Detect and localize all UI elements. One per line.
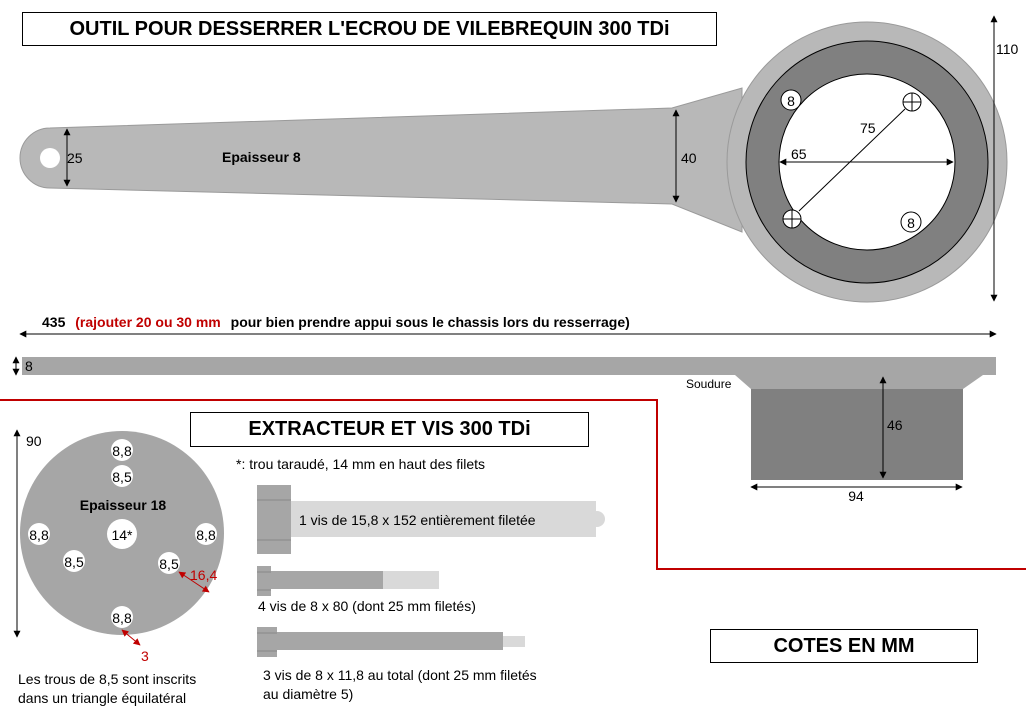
extractor-disc [20, 431, 224, 635]
screw-3-label-line2: au diamètre 5) [263, 686, 354, 702]
screw-3 [257, 627, 537, 702]
dim-handle: 40 [681, 150, 697, 166]
dim-block-height: 46 [887, 417, 903, 433]
length-note-rest: pour bien prendre appui sous le chassis lors du resserrage) [230, 314, 630, 330]
wrench-thickness-label: Epaisseur 8 [222, 149, 301, 165]
wrench-handle [20, 88, 742, 232]
disc-note-line1: Les trous de 8,5 sont inscrits [18, 671, 197, 687]
disc-hole-2-label: 8,5 [112, 469, 132, 485]
screw-3-head [257, 627, 277, 657]
disc-thickness-label: Epaisseur 18 [79, 497, 167, 513]
main-title: OUTIL POUR DESSERRER L'ECROU DE VILEBREQUIN 300 TDi [22, 12, 717, 46]
screw-3-shank [277, 632, 503, 650]
hole-top-left-label: 8 [787, 93, 795, 109]
disc-center-label: 14* [111, 527, 133, 543]
screw-1-head [257, 485, 291, 554]
screw-2-thread [383, 571, 439, 589]
screw-1-tip [589, 511, 605, 527]
screw-1 [257, 485, 605, 554]
tapped-hole-note: *: trou taraudé, 14 mm en haut des filets [236, 456, 486, 472]
units-box: COTES EN MM [710, 629, 978, 663]
screw-1-label: 1 vis de 15,8 x 152 entièrement filetée [299, 512, 536, 528]
crosshair-hole-bottom-left [783, 210, 801, 228]
dim-height: 110 [996, 41, 1019, 57]
screw-3-label-line1: 3 vis de 8 x 11,8 au total (dont 25 mm filetés [263, 667, 537, 683]
dim-handle-end: 25 [67, 150, 83, 166]
hole-bottom-right-label: 8 [907, 215, 915, 231]
dim-edge-red: 3 [141, 648, 149, 664]
disc-note-line2: dans un triangle équilatéral [18, 690, 187, 706]
dim-block-width: 94 [848, 488, 864, 504]
extractor-title: EXTRACTEUR ET VIS 300 TDi [190, 412, 589, 447]
screw-3-thread [503, 636, 525, 647]
length-value: 435 [42, 314, 66, 330]
socket-block [751, 389, 963, 480]
disc-hole-3-label: 8,8 [29, 527, 49, 543]
screw-2-label: 4 vis de 8 x 80 (dont 25 mm filetés) [258, 598, 476, 614]
dim-thickness: 8 [25, 358, 33, 374]
length-note-red: (rajouter 20 ou 30 mm [75, 314, 221, 330]
disc-hole-1-label: 8,8 [112, 443, 132, 459]
dim-bolt-circle: 75 [860, 120, 876, 136]
dim-disc-diameter: 90 [26, 433, 42, 449]
wrench-side-bar [22, 357, 996, 375]
screw-2 [257, 566, 476, 614]
weld-label: Soudure [686, 377, 732, 391]
screw-2-shank [271, 571, 383, 589]
screw-2-head [257, 566, 271, 596]
length-note [42, 314, 630, 330]
dim-inner: 65 [791, 146, 807, 162]
disc-hole-6-label: 8,5 [159, 556, 179, 572]
crosshair-hole-top-right [903, 93, 921, 111]
dim-spacing-red: 16,4 [190, 567, 218, 583]
handle-hole [40, 148, 60, 168]
disc-hole-5-label: 8,5 [64, 554, 84, 570]
disc-hole-7-label: 8,8 [112, 610, 132, 626]
disc-hole-4-label: 8,8 [196, 527, 216, 543]
weld-chamfer [735, 375, 983, 389]
